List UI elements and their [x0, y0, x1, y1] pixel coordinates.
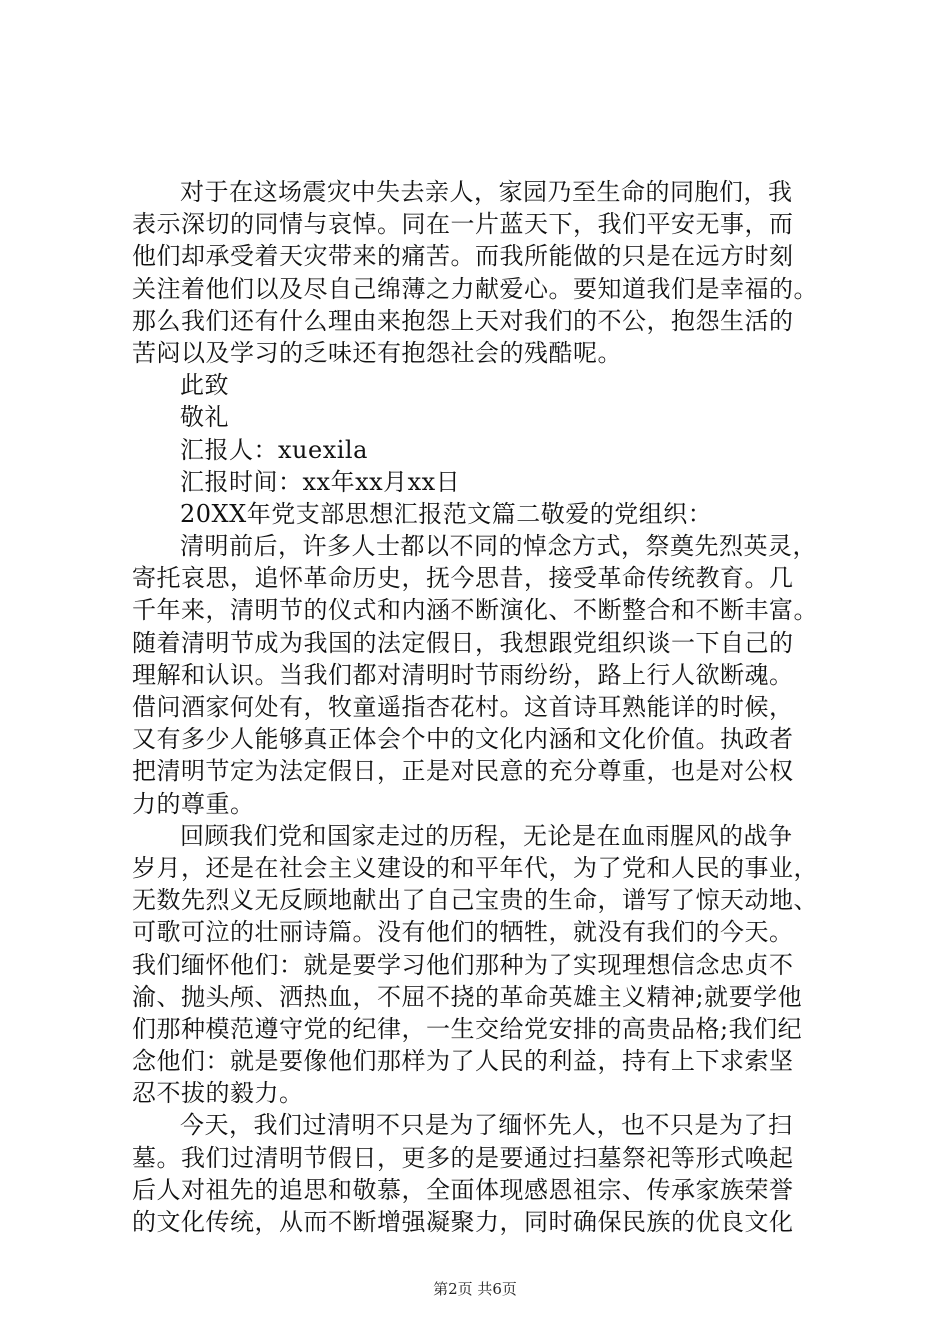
- reporter-line: 汇报人：xuexila: [180, 435, 368, 464]
- paragraph-line: 对于在这场震灾中失去亲人，家园乃至生命的同胞们，我: [180, 178, 793, 206]
- paragraph-line: 渝、抛头颅、洒热血，不屈不挠的革命英雄主义精神;就要学他: [132, 982, 803, 1011]
- section-heading: 20XX年党支部思想汇报范文篇二敬爱的党组织：: [180, 499, 713, 528]
- closing-salutation: 此致: [180, 371, 229, 400]
- paragraph-line: 我们缅怀他们：就是要学习他们那种为了实现理想信念忠贞不: [132, 950, 794, 979]
- report-date-line: 汇报时间：xx年xx月xx日: [180, 467, 461, 496]
- paragraph-line: 寄托哀思，追怀革命历史，抚今思昔，接受革命传统教育。几: [132, 564, 794, 593]
- paragraph-line: 把清明节定为法定假日，正是对民意的充分尊重，也是对公权: [132, 757, 794, 786]
- paragraph-line: 无数先烈义无反顾地献出了自己宝贵的生命，谱写了惊天动地、: [132, 886, 818, 915]
- paragraph-line: 理解和认识。当我们都对清明时节雨纷纷，路上行人欲断魂。: [132, 660, 794, 689]
- paragraph-line: 随着清明节成为我国的法定假日，我想跟党组织谈一下自己的: [132, 628, 794, 657]
- paragraph-line: 忍不拔的毅力。: [132, 1079, 304, 1108]
- paragraph-line: 墓。我们过清明节假日，更多的是要通过扫墓祭祀等形式唤起: [132, 1143, 794, 1172]
- closing-regards: 敬礼: [180, 403, 229, 432]
- paragraph-line: 可歌可泣的壮丽诗篇。没有他们的牺牲，就没有我们的今天。: [132, 918, 794, 947]
- paragraph-line: 借问酒家何处有，牧童遥指杏花村。这首诗耳熟能详的时候，: [132, 693, 794, 721]
- paragraph-line: 他们却承受着天灾带来的痛苦。而我所能做的只是在远方时刻: [132, 242, 794, 271]
- paragraph-line: 力的尊重。: [132, 789, 255, 818]
- paragraph-line: 苦闷以及学习的乏味还有抱怨社会的残酷呢。: [132, 338, 622, 367]
- paragraph-line: 表示深切的同情与哀悼。同在一片蓝天下，我们平安无事，而: [132, 210, 794, 239]
- paragraph-line: 们那种模范遵守党的纪律，一生交给党安排的高贵品格;我们纪: [132, 1014, 803, 1043]
- paragraph-line: 今天，我们过清明不只是为了缅怀先人，也不只是为了扫: [180, 1111, 793, 1140]
- paragraph-line: 回顾我们党和国家走过的历程，无论是在血雨腥风的战争: [180, 821, 793, 850]
- paragraph-line: 千年来，清明节的仪式和内涵不断演化、不断整合和不断丰富。: [132, 596, 818, 625]
- page-footer: 第2页 共6页: [433, 1280, 517, 1298]
- paragraph-line: 关注着他们以及尽自己绵薄之力献爱心。要知道我们是幸福的。: [132, 274, 818, 303]
- paragraph-line: 那么我们还有什么理由来抱怨上天对我们的不公，抱怨生活的: [132, 306, 794, 335]
- paragraph-line: 念他们：就是要像他们那样为了人民的利益，持有上下求索坚: [132, 1047, 794, 1076]
- document-body: [132, 176, 838, 1238]
- paragraph-line: 清明前后，许多人士都以不同的悼念方式，祭奠先烈英灵，: [180, 532, 817, 561]
- paragraph-line: 岁月，还是在社会主义建设的和平年代，为了党和人民的事业，: [132, 853, 818, 882]
- paragraph-line: 的文化传统，从而不断增强凝聚力，同时确保民族的优良文化: [132, 1208, 794, 1236]
- paragraph-line: 又有多少人能够真正体会个中的文化内涵和文化价值。执政者: [132, 725, 794, 754]
- paragraph-line: 后人对祖先的追思和敬慕，全面体现感恩祖宗、传承家族荣誉: [132, 1175, 794, 1204]
